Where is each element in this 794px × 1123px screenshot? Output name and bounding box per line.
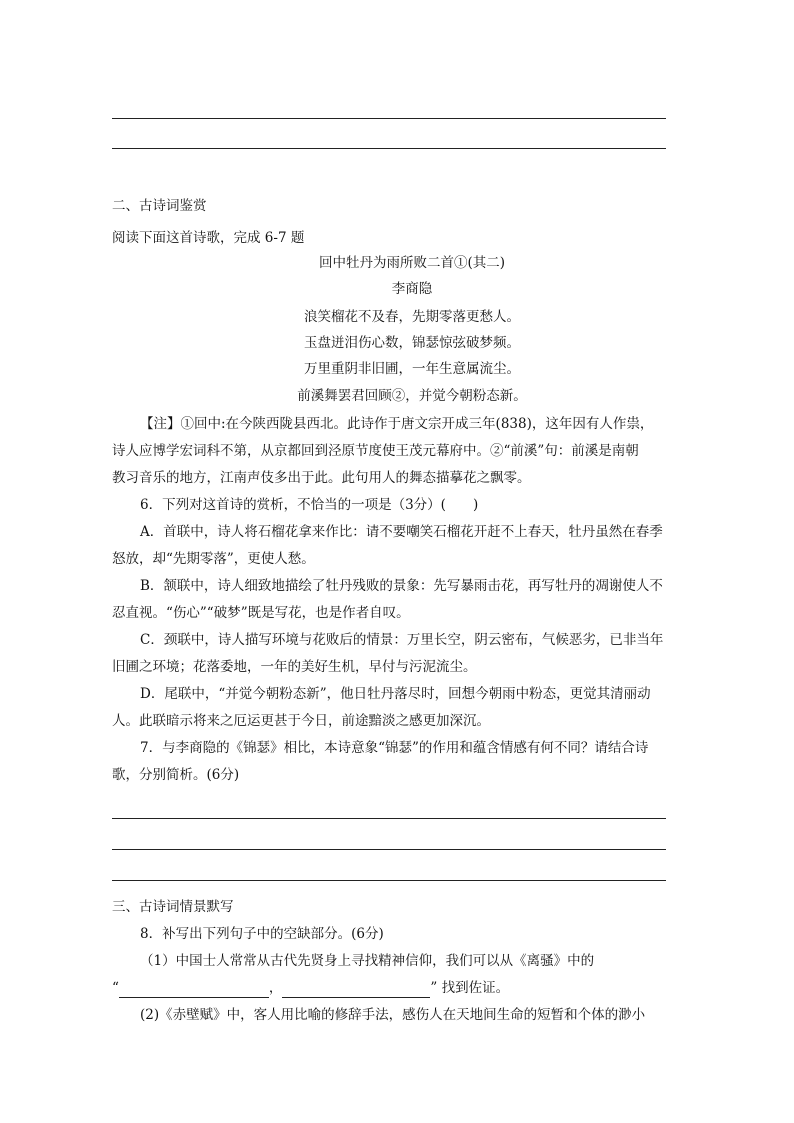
poem-line: 玉盘迸泪伤心数，锦瑟惊弦破梦频。 <box>304 335 520 351</box>
comma: ， <box>268 980 283 996</box>
answer-line <box>112 118 666 119</box>
option-a-cont: 怒放，却“先期零落”，更使人愁。 <box>112 551 315 567</box>
poem-title: 回中牡丹为雨所败二首①(其二) <box>318 255 506 271</box>
open-quote: “ <box>112 980 119 996</box>
note-line: 教习音乐的地方，江南声伎多出于此。此句用人的舞态描摹花之飘零。 <box>112 470 531 486</box>
option-c-cont: 旧圃之环境；花落委地，一年的美好生机，早付与污泥流尘。 <box>112 659 477 675</box>
answer-line <box>112 880 666 881</box>
fill-item-blanks <box>112 978 684 998</box>
option-d: D．尾联中，“并觉今朝粉态新”，他日牡丹落尽时，回想今朝雨中粉态，更觉其清丽动 <box>140 686 651 702</box>
note-line: 【注】①回中:在今陕西陇县西北。此诗作于唐文宗开成三年(838)，这年因有人作祟， <box>140 416 654 432</box>
answer-blank[interactable] <box>282 981 430 998</box>
poem-line: 前溪舞罢君回顾②，并觉今朝粉态新。 <box>297 388 527 404</box>
close-quote: ” 找到佐证。 <box>430 980 510 996</box>
question-stem-cont: 歌，分别简析。(6分) <box>112 767 240 783</box>
question-stem: 7．与李商隐的《锦瑟》相比，本诗意象“锦瑟”的作用和蕴含情感有何不同？请结合诗 <box>140 740 649 756</box>
poem-line: 万里重阴非旧圃，一年生意属流尘。 <box>304 361 520 377</box>
note-line: 诗人应博学宏词科不第，从京都回到泾原节度使王茂元幕府中。②“前溪”句：前溪是南朝 <box>112 443 639 459</box>
option-b-cont: 忍直视。“伤心”“破梦”既是写花，也是作者自叹。 <box>112 605 410 621</box>
instruction: 阅读下面这首诗歌，完成 6-7 题 <box>112 230 305 246</box>
section-heading: 三、古诗词情景默写 <box>112 899 234 915</box>
fill-item: (2)《赤壁赋》中，客人用比喻的修辞手法，感伤人在天地间生命的短暂和个体的渺小 <box>140 1007 646 1023</box>
option-a: A．首联中，诗人将石榴花拿来作比：请不要嘲笑石榴花开赶不上春天，牡丹虽然在春季 <box>140 524 663 540</box>
option-c: C．颈联中，诗人描写环境与花败后的情景：万里长空，阴云密布，气候恶劣，已非当年 <box>140 632 664 648</box>
answer-line <box>112 148 666 149</box>
poem-author: 李商隐 <box>391 281 433 297</box>
question-stem: 8．补写出下列句子中的空缺部分。(6分) <box>140 926 384 942</box>
fill-item: （1）中国士人常常从古代先贤身上寻找精神信仰，我们可以从《离骚》中的 <box>140 953 595 969</box>
answer-blank[interactable] <box>119 981 269 998</box>
poem-line: 浪笑榴花不及春，先期零落更愁人。 <box>304 309 520 325</box>
section-heading: 二、古诗词鉴赏 <box>112 198 207 214</box>
answer-line <box>112 818 666 819</box>
option-b: B．颔联中，诗人细致地描绘了牡丹残败的景象：先写暴雨击花，再写牡丹的凋谢使人不 <box>140 578 663 594</box>
answer-line <box>112 849 666 850</box>
question-stem: 6．下列对这首诗的赏析，不恰当的一项是（3分）( ) <box>140 497 479 513</box>
option-d-cont: 人。此联暗示将来之厄运更甚于今日，前途黯淡之感更加深沉。 <box>112 713 490 729</box>
